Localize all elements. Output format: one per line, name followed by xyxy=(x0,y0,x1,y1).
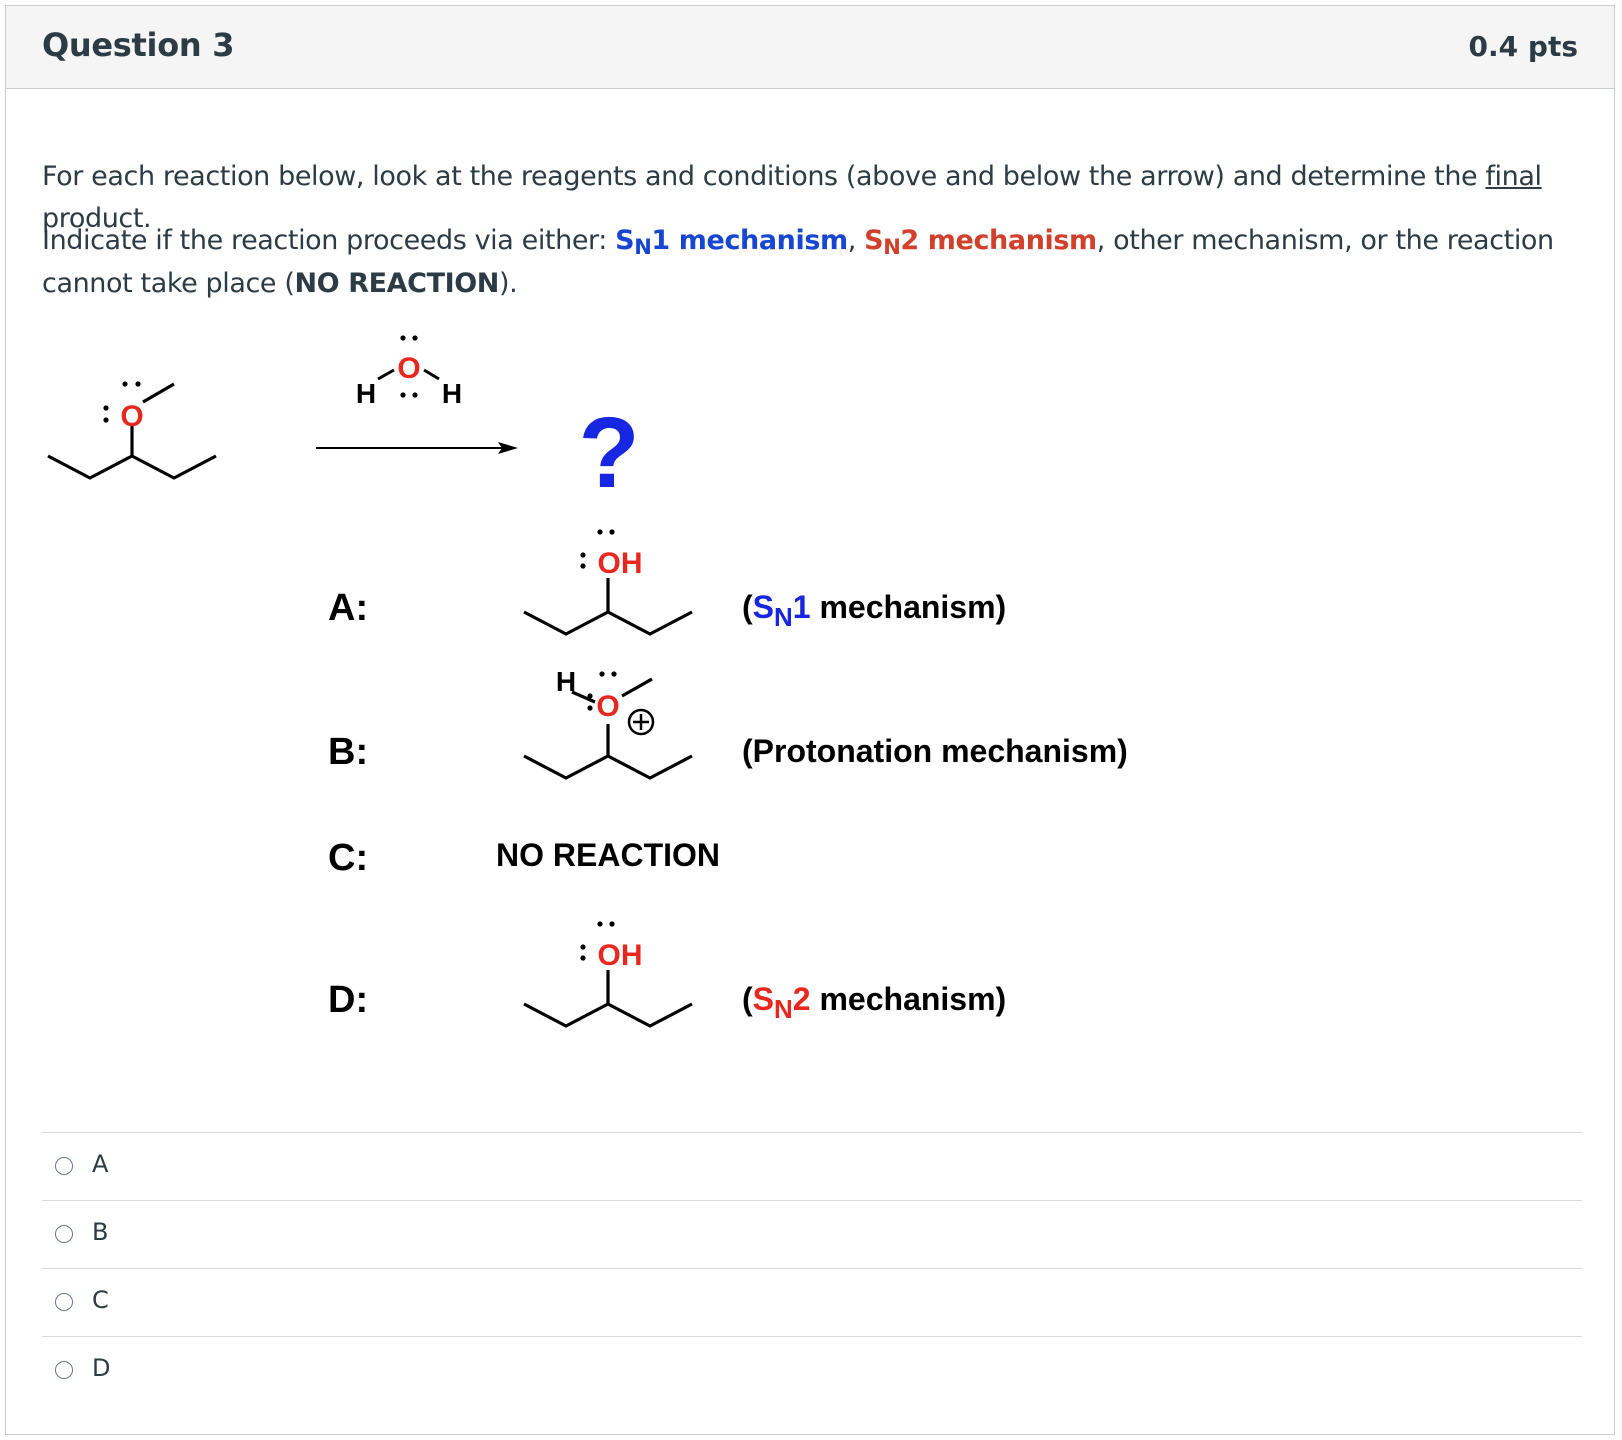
option-a-molecule xyxy=(524,529,692,634)
sn1-mechanism-label: SN1 mechanism xyxy=(615,225,848,260)
no-reaction-bold: NO REACTION xyxy=(294,268,499,299)
unknown-product-question-mark: ? xyxy=(578,397,640,509)
reaction-figure xyxy=(42,324,1222,1084)
answer-label[interactable]: C xyxy=(92,1286,109,1314)
answer-label[interactable]: B xyxy=(92,1218,109,1246)
answer-list xyxy=(42,1132,1582,1404)
option-b-mechanism: (Protonation mechanism) xyxy=(742,733,1128,769)
radio-button-d[interactable] xyxy=(55,1361,73,1379)
option-c-no-reaction: NO REACTION xyxy=(496,837,720,873)
option-b-label: B: xyxy=(328,731,369,773)
water-hydrogen-right: H xyxy=(441,378,463,409)
radio-button-a[interactable] xyxy=(55,1157,73,1175)
answer-option-a[interactable] xyxy=(42,1132,1582,1200)
question-points: 0.4 pts xyxy=(1468,30,1578,63)
option-d-mechanism: ($S_N2$ mechanism) xyxy=(742,981,1007,1024)
option-a-mechanism: ($S_N1$ mechanism) xyxy=(742,589,1007,632)
option-d-molecule xyxy=(524,921,692,1026)
prompt-text: ). xyxy=(498,268,518,299)
question-card xyxy=(5,5,1615,1435)
prompt-text: , other mechanism, or the reaction cannot take place ( xyxy=(42,225,1554,299)
option-d-hydroxyl: OH xyxy=(597,939,643,972)
prompt-line-2 xyxy=(42,220,1582,305)
answer-option-b[interactable] xyxy=(42,1200,1582,1268)
radio-button-b[interactable] xyxy=(55,1225,73,1243)
prompt-underlined-word: final xyxy=(1485,161,1542,192)
prompt-text: For each reaction below, look at the reagents and conditions (above and below the arrow) and determine the xyxy=(42,161,1486,192)
option-a-hydroxyl: OH xyxy=(597,547,643,580)
water-hydrogen-left: H xyxy=(355,378,377,409)
reaction-arrow xyxy=(316,442,518,454)
question-header xyxy=(6,6,1614,89)
question-title: Question 3 xyxy=(42,26,235,64)
answer-option-d[interactable] xyxy=(42,1336,1582,1404)
water-oxygen-atom: O xyxy=(397,352,421,385)
option-a-label: A: xyxy=(328,587,369,629)
answer-label[interactable]: D xyxy=(92,1354,111,1382)
radio-button-c[interactable] xyxy=(55,1293,73,1311)
prompt-text: , xyxy=(847,225,865,256)
option-b-oxygen-atom: O xyxy=(596,690,620,723)
option-c-label: C: xyxy=(328,837,369,879)
positive-charge-icon xyxy=(629,710,653,734)
option-b-hydrogen: H xyxy=(555,666,577,697)
answer-label[interactable]: A xyxy=(92,1150,109,1178)
sn2-mechanism-label: SN2 mechanism xyxy=(864,225,1097,260)
prompt-text: product. xyxy=(42,203,152,234)
reactant-oxygen-atom: O xyxy=(120,400,144,433)
prompt-text: Indicate if the reaction proceeds via either: xyxy=(42,225,616,256)
option-d-label: D: xyxy=(328,979,369,1021)
option-b-molecule xyxy=(524,666,692,778)
answer-option-c[interactable] xyxy=(42,1268,1582,1336)
